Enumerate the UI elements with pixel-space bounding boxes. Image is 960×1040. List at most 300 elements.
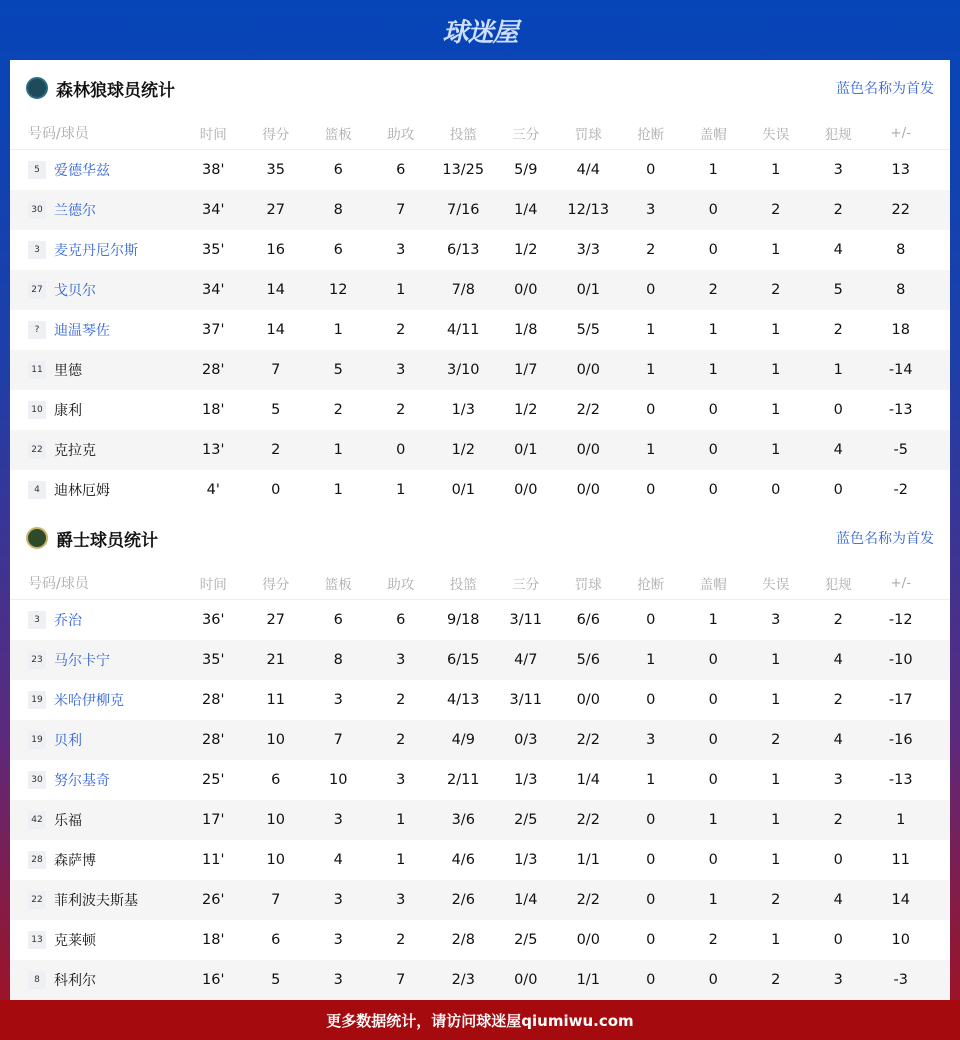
table-row[interactable] xyxy=(10,600,950,640)
stat-cell: 1/3 xyxy=(514,852,538,868)
stat-cell: 9/18 xyxy=(446,612,480,628)
stat-cell: 13 xyxy=(891,162,910,178)
table-row[interactable] xyxy=(10,190,950,230)
jersey-number: 10 xyxy=(28,401,46,419)
stat-cell: 1 xyxy=(771,362,781,378)
player-cell[interactable] xyxy=(28,610,182,630)
stat-cell: 11 xyxy=(266,692,285,708)
stat-cell: 0/0 xyxy=(514,482,538,498)
stat-cell: 3/3 xyxy=(576,242,600,258)
player-cell[interactable] xyxy=(28,890,182,910)
stat-cell: 18' xyxy=(202,402,225,418)
table-row[interactable] xyxy=(10,310,950,350)
stat-cell: 1 xyxy=(771,162,781,178)
stat-cell: 2 xyxy=(396,732,406,748)
stat-cell: 2/3 xyxy=(451,972,475,988)
player-cell[interactable] xyxy=(28,770,182,790)
column-header[interactable]: 犯规 xyxy=(824,126,852,143)
column-header[interactable]: 得分 xyxy=(262,126,290,143)
stat-cell: 21 xyxy=(266,652,285,668)
stat-cell: 0 xyxy=(646,692,656,708)
stat-cell: 0 xyxy=(646,852,656,868)
stat-cell: 7 xyxy=(271,362,281,378)
stat-cell: 3/10 xyxy=(446,362,480,378)
table-row[interactable] xyxy=(10,880,950,920)
site-logo: 球迷屋 xyxy=(442,17,518,48)
stat-cell: 3 xyxy=(646,732,656,748)
stat-cell: -13 xyxy=(888,772,913,788)
column-header[interactable]: 篮板 xyxy=(324,576,352,593)
stat-cell: 0 xyxy=(646,892,656,908)
player-cell[interactable] xyxy=(28,400,182,420)
stat-cell: 0/0 xyxy=(576,442,600,458)
stat-cell: 6 xyxy=(396,162,406,178)
table-row[interactable] xyxy=(10,640,950,680)
stat-cell: 1 xyxy=(333,482,343,498)
stat-cell: 0 xyxy=(271,482,281,498)
team-section xyxy=(10,510,950,1000)
stat-cell: 6/6 xyxy=(576,612,600,628)
stat-cell: 0 xyxy=(708,242,718,258)
stat-cell: 0 xyxy=(646,972,656,988)
section-header xyxy=(10,510,950,566)
stat-cell: 38' xyxy=(202,162,225,178)
stat-cell: 0 xyxy=(646,482,656,498)
player-cell[interactable] xyxy=(28,970,182,990)
column-header[interactable]: 时间 xyxy=(199,576,227,593)
player-name[interactable]: 兰德尔 xyxy=(54,203,96,219)
team-logo-icon xyxy=(26,527,48,549)
stat-cell: 0/3 xyxy=(514,732,538,748)
stat-cell: 10 xyxy=(266,812,285,828)
stat-cell: -12 xyxy=(888,612,913,628)
stat-cell: 0 xyxy=(833,852,843,868)
table-row[interactable] xyxy=(10,680,950,720)
column-header[interactable]: 三分 xyxy=(512,576,540,593)
section-title: 森林狼球员统计 xyxy=(56,80,175,101)
stat-cell: -10 xyxy=(888,652,913,668)
player-cell[interactable] xyxy=(28,240,182,260)
stat-cell: 6 xyxy=(333,242,343,258)
table-row[interactable] xyxy=(10,350,950,390)
jersey-number: 22 xyxy=(28,891,46,909)
stat-cell: 3 xyxy=(333,932,343,948)
player-cell[interactable] xyxy=(28,320,182,340)
player-name: 克拉克 xyxy=(54,443,96,459)
player-name[interactable]: 乔治 xyxy=(54,613,82,629)
jersey-number: ? xyxy=(28,321,46,339)
table-row[interactable] xyxy=(10,800,950,840)
column-header[interactable]: 得分 xyxy=(262,576,290,593)
player-name: 迪林厄姆 xyxy=(54,483,110,499)
stat-cell: 1 xyxy=(333,322,343,338)
stat-cell: 0/0 xyxy=(576,692,600,708)
stat-cell: 2 xyxy=(333,402,343,418)
stat-cell: 0 xyxy=(646,402,656,418)
stat-cell: -16 xyxy=(888,732,913,748)
stat-cell: 8 xyxy=(333,652,343,668)
stat-cell: 5/9 xyxy=(514,162,538,178)
column-header[interactable]: 篮板 xyxy=(324,126,352,143)
column-header[interactable]: 罚球 xyxy=(574,126,602,143)
stat-cell: -3 xyxy=(893,972,908,988)
player-name: 里德 xyxy=(54,363,82,379)
stat-cell: 11' xyxy=(202,852,225,868)
stat-cell: -17 xyxy=(888,692,913,708)
column-header[interactable]: 投篮 xyxy=(449,576,477,593)
stat-cell: 3 xyxy=(833,162,843,178)
jersey-number: 19 xyxy=(28,691,46,709)
player-cell[interactable] xyxy=(28,930,182,950)
stat-cell: -13 xyxy=(888,402,913,418)
stat-cell: 1 xyxy=(333,442,343,458)
stat-cell: 0/1 xyxy=(451,482,475,498)
stat-cell: 1/3 xyxy=(451,402,475,418)
stat-cell: 2/2 xyxy=(576,812,600,828)
stat-cell: 0 xyxy=(771,482,781,498)
player-name[interactable]: 努尔基奇 xyxy=(54,773,110,789)
stat-cell: 2 xyxy=(396,692,406,708)
stat-cell: 0 xyxy=(708,442,718,458)
player-name: 科利尔 xyxy=(54,973,96,989)
stat-cell: 1 xyxy=(708,322,718,338)
stat-cell: 0 xyxy=(708,482,718,498)
stat-cell: 3/11 xyxy=(509,612,543,628)
stat-cell: 10 xyxy=(266,732,285,748)
stat-cell: 0 xyxy=(708,202,718,218)
stat-cell: 2/11 xyxy=(446,772,480,788)
stat-cell: 7/8 xyxy=(451,282,475,298)
stat-cell: 5 xyxy=(833,282,843,298)
player-name[interactable]: 米哈伊柳克 xyxy=(54,693,124,709)
column-header[interactable]: +/- xyxy=(890,574,912,591)
player-cell[interactable] xyxy=(28,850,182,870)
table-row[interactable] xyxy=(10,390,950,430)
stat-cell: 1 xyxy=(896,812,906,828)
stat-cell: 12 xyxy=(329,282,348,298)
stat-cell: -5 xyxy=(893,442,908,458)
stat-cell: 4/7 xyxy=(514,652,538,668)
stat-cell: 18 xyxy=(891,322,910,338)
stat-cell: 0 xyxy=(646,812,656,828)
stat-cell: 4/6 xyxy=(451,852,475,868)
column-header[interactable]: 犯规 xyxy=(824,576,852,593)
table-row[interactable] xyxy=(10,230,950,270)
table-row[interactable] xyxy=(10,760,950,800)
stat-cell: 28' xyxy=(202,692,225,708)
table-row[interactable] xyxy=(10,470,950,510)
player-name[interactable]: 爱德华兹 xyxy=(54,163,110,179)
stat-cell: 36' xyxy=(202,612,225,628)
table-row[interactable] xyxy=(10,840,950,880)
stat-cell: 3 xyxy=(333,692,343,708)
column-header[interactable]: +/- xyxy=(890,124,912,141)
player-name[interactable]: 贝利 xyxy=(54,733,82,749)
stat-cell: 0/0 xyxy=(514,282,538,298)
stat-cell: 0 xyxy=(833,482,843,498)
player-cell[interactable] xyxy=(28,440,182,460)
stat-cell: 4/4 xyxy=(576,162,600,178)
stat-cell: 1 xyxy=(771,692,781,708)
stat-cell: 8 xyxy=(896,242,906,258)
stat-cell: 2 xyxy=(833,322,843,338)
stat-cell: 1/3 xyxy=(514,772,538,788)
stat-cell: 1 xyxy=(771,442,781,458)
column-header[interactable]: 号码/球员 xyxy=(28,575,89,592)
stat-cell: 6 xyxy=(333,612,343,628)
footer-banner[interactable]: 更多数据统计，请访问球迷屋qiumiwu.com xyxy=(0,1000,960,1040)
stat-cell: 4 xyxy=(833,652,843,668)
stat-cell: 1 xyxy=(646,322,656,338)
stat-cell: 0 xyxy=(708,852,718,868)
stat-cell: 6 xyxy=(333,162,343,178)
jersey-number: 27 xyxy=(28,281,46,299)
player-name[interactable]: 迪温琴佐 xyxy=(54,323,110,339)
stat-cell: 1 xyxy=(708,362,718,378)
starter-note: 蓝色名称为首发 xyxy=(836,81,934,97)
stat-cell: 0 xyxy=(833,402,843,418)
stat-cell: 12/13 xyxy=(567,202,610,218)
player-cell[interactable] xyxy=(28,280,182,300)
stat-cell: 7 xyxy=(271,892,281,908)
stat-cell: 1/4 xyxy=(576,772,600,788)
stat-cell: 2 xyxy=(833,202,843,218)
stat-cell: 7 xyxy=(333,732,343,748)
jersey-number: 28 xyxy=(28,851,46,869)
stat-cell: 2 xyxy=(771,892,781,908)
stat-cell: 1/2 xyxy=(514,242,538,258)
stat-cell: -14 xyxy=(888,362,913,378)
column-header[interactable]: 投篮 xyxy=(449,126,477,143)
stat-cell: 1/8 xyxy=(514,322,538,338)
table-row[interactable] xyxy=(10,430,950,470)
player-name[interactable]: 麦克丹尼尔斯 xyxy=(54,243,138,259)
stat-cell: 16' xyxy=(202,972,225,988)
stat-cell: 3 xyxy=(333,812,343,828)
stat-cell: 2 xyxy=(396,932,406,948)
table-row[interactable] xyxy=(10,920,950,960)
stat-cell: 5 xyxy=(333,362,343,378)
table-row[interactable] xyxy=(10,960,950,1000)
stat-cell: 2 xyxy=(771,972,781,988)
team-logo-icon xyxy=(26,77,48,99)
top-bar xyxy=(0,0,960,60)
stat-cell: 4/13 xyxy=(446,692,480,708)
stat-cell: 0 xyxy=(646,162,656,178)
stat-cell: 1/4 xyxy=(514,892,538,908)
column-header[interactable]: 助攻 xyxy=(387,576,415,593)
table-header xyxy=(10,566,950,600)
player-cell[interactable] xyxy=(28,810,182,830)
stat-cell: 1/1 xyxy=(576,852,600,868)
column-header[interactable]: 盖帽 xyxy=(699,576,727,593)
column-header[interactable]: 三分 xyxy=(512,126,540,143)
stat-cell: 6/15 xyxy=(446,652,480,668)
stat-cell: 22 xyxy=(891,202,910,218)
stat-cell: 35 xyxy=(266,162,285,178)
stat-cell: 4/9 xyxy=(451,732,475,748)
stat-cell: 0 xyxy=(708,972,718,988)
stat-cell: 17' xyxy=(202,812,225,828)
jersey-number: 8 xyxy=(28,971,46,989)
stat-cell: 11 xyxy=(891,852,910,868)
jersey-number: 30 xyxy=(28,201,46,219)
player-cell[interactable] xyxy=(28,650,182,670)
stat-cell: 1 xyxy=(771,772,781,788)
player-name: 康利 xyxy=(54,403,82,419)
stat-cell: 3 xyxy=(771,612,781,628)
stat-cell: 7 xyxy=(396,202,406,218)
stat-cell: 1 xyxy=(708,162,718,178)
stat-cell: 1 xyxy=(646,652,656,668)
jersey-number: 3 xyxy=(28,241,46,259)
stat-cell: 5/6 xyxy=(576,652,600,668)
player-name: 菲利波夫斯基 xyxy=(54,893,138,909)
stat-cell: 2 xyxy=(833,692,843,708)
player-name: 乐福 xyxy=(54,813,82,829)
stat-cell: 1 xyxy=(708,612,718,628)
column-header[interactable]: 时间 xyxy=(199,126,227,143)
stat-cell: 1/4 xyxy=(514,202,538,218)
stat-cell: 4 xyxy=(833,242,843,258)
stat-cell: 2/2 xyxy=(576,732,600,748)
starter-note: 蓝色名称为首发 xyxy=(836,531,934,547)
jersey-number: 11 xyxy=(28,361,46,379)
stat-cell: 8 xyxy=(896,282,906,298)
player-cell[interactable] xyxy=(28,690,182,710)
column-header[interactable]: 失误 xyxy=(762,126,790,143)
stat-cell: 27 xyxy=(266,612,285,628)
stat-cell: 3 xyxy=(833,772,843,788)
stat-cell: 14 xyxy=(891,892,910,908)
stat-cell: 1 xyxy=(771,812,781,828)
table-row[interactable] xyxy=(10,270,950,310)
stat-cell: 8 xyxy=(333,202,343,218)
stat-cell: 7/16 xyxy=(446,202,480,218)
stat-cell: 0/0 xyxy=(576,932,600,948)
player-cell[interactable] xyxy=(28,360,182,380)
column-header[interactable]: 罚球 xyxy=(574,576,602,593)
stat-cell: 0 xyxy=(708,692,718,708)
stat-cell: 35' xyxy=(202,242,225,258)
stat-cell: 4 xyxy=(833,892,843,908)
stat-cell: 6 xyxy=(271,772,281,788)
stat-cell: 1/2 xyxy=(451,442,475,458)
stat-cell: 3/11 xyxy=(509,692,543,708)
stat-cell: 34' xyxy=(202,202,225,218)
stat-cell: 1 xyxy=(771,402,781,418)
stat-cell: 2 xyxy=(396,322,406,338)
column-header[interactable]: 助攻 xyxy=(387,126,415,143)
jersey-number: 30 xyxy=(28,771,46,789)
stat-cell: 6 xyxy=(271,932,281,948)
stat-cell: 2 xyxy=(771,282,781,298)
column-header[interactable]: 盖帽 xyxy=(699,126,727,143)
stat-cell: 35' xyxy=(202,652,225,668)
stat-cell: 1/7 xyxy=(514,362,538,378)
stat-cell: 1 xyxy=(708,892,718,908)
stat-cell: 6 xyxy=(396,612,406,628)
player-cell[interactable] xyxy=(28,730,182,750)
table-row[interactable] xyxy=(10,150,950,190)
stat-cell: 2 xyxy=(833,612,843,628)
stat-cell: 1 xyxy=(646,362,656,378)
jersey-number: 3 xyxy=(28,611,46,629)
player-name[interactable]: 马尔卡宁 xyxy=(54,653,110,669)
stat-cell: 13' xyxy=(202,442,225,458)
player-name[interactable]: 戈贝尔 xyxy=(54,283,96,299)
jersey-number: 42 xyxy=(28,811,46,829)
stat-cell: 5/5 xyxy=(576,322,600,338)
stat-cell: 2/8 xyxy=(451,932,475,948)
stat-cell: 3 xyxy=(333,972,343,988)
stat-cell: 1 xyxy=(771,652,781,668)
stat-cell: 2 xyxy=(271,442,281,458)
stat-cell: 2 xyxy=(396,402,406,418)
stat-cell: 1/2 xyxy=(514,402,538,418)
stats-card xyxy=(10,60,950,1000)
stat-cell: 1 xyxy=(646,772,656,788)
jersey-number: 13 xyxy=(28,931,46,949)
player-cell[interactable] xyxy=(28,160,182,180)
player-cell[interactable] xyxy=(28,200,182,220)
stat-cell: 0 xyxy=(708,772,718,788)
stat-cell: 2/5 xyxy=(514,812,538,828)
column-header[interactable]: 抢断 xyxy=(637,126,665,143)
stat-cell: 1 xyxy=(396,282,406,298)
stat-cell: 28' xyxy=(202,362,225,378)
stat-cell: 0 xyxy=(833,932,843,948)
stat-cell: 3 xyxy=(396,772,406,788)
stat-cell: 13/25 xyxy=(442,162,485,178)
stat-cell: 1 xyxy=(771,322,781,338)
jersey-number: 5 xyxy=(28,161,46,179)
column-header[interactable]: 抢断 xyxy=(637,576,665,593)
jersey-number: 23 xyxy=(28,651,46,669)
stat-cell: 0 xyxy=(646,282,656,298)
stat-cell: 26' xyxy=(202,892,225,908)
stat-cell: 2/5 xyxy=(514,932,538,948)
stat-cell: 2/2 xyxy=(576,892,600,908)
stat-cell: 18' xyxy=(202,932,225,948)
table-row[interactable] xyxy=(10,720,950,760)
stat-cell: 3 xyxy=(833,972,843,988)
stat-cell: 0/0 xyxy=(514,972,538,988)
stat-cell: 0 xyxy=(396,442,406,458)
stat-cell: 1 xyxy=(396,482,406,498)
stat-cell: 2/2 xyxy=(576,402,600,418)
section-title: 爵士球员统计 xyxy=(56,530,158,551)
column-header[interactable]: 失误 xyxy=(762,576,790,593)
stat-cell: 16 xyxy=(266,242,285,258)
player-name: 克莱顿 xyxy=(54,933,96,949)
player-cell[interactable] xyxy=(28,480,182,500)
stat-cell: 3 xyxy=(396,892,406,908)
stat-cell: 1/1 xyxy=(576,972,600,988)
stat-cell: 0/1 xyxy=(576,282,600,298)
stat-cell: 34' xyxy=(202,282,225,298)
stat-cell: 7 xyxy=(396,972,406,988)
player-name: 森萨博 xyxy=(54,853,96,869)
stat-cell: 0/1 xyxy=(514,442,538,458)
stat-cell: 1 xyxy=(646,442,656,458)
stat-cell: 0/0 xyxy=(576,482,600,498)
stat-cell: 2/6 xyxy=(451,892,475,908)
stat-cell: 5 xyxy=(271,972,281,988)
stat-cell: 4 xyxy=(833,732,843,748)
table-header xyxy=(10,116,950,150)
column-header[interactable]: 号码/球员 xyxy=(28,125,89,142)
